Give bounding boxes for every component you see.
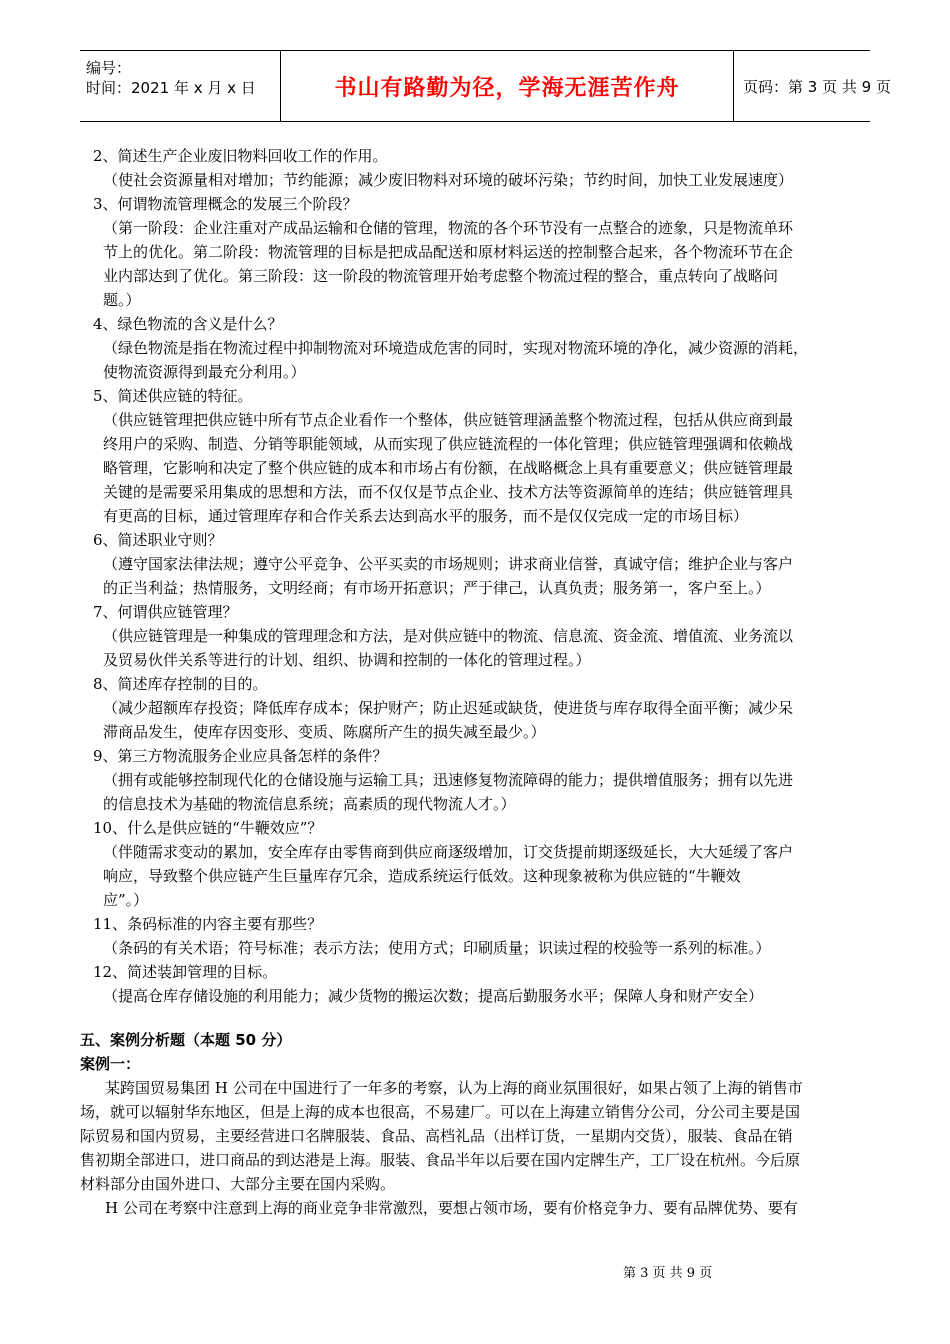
case-paragraph-line-1: 某跨国贸易集团 H 公司在中国进行了一年多的考察，认为上海的商业氛围很好，如果占领了上海的销售市 — [105, 1079, 803, 1097]
question-5: 5、简述供应链的特征。 — [93, 387, 253, 405]
answer-5-line-5: 有更高的目标，通过管理库存和合作关系去达到高水平的服务，而不是仅仅完成一定的市场目标） — [103, 507, 749, 525]
page-footer: 第 3 页 共 9 页 — [623, 1266, 713, 1281]
answer-5-line-2: 终用户的采购、制造、分销等职能领域，从而实现了供应链流程的一体化管理；供应链管理强调和依赖战 — [103, 435, 794, 453]
case-paragraph-line-4: 售初期全部进口，进口商品的到达港是上海。服装、食品半年以后要在国内定牌生产，工厂设在杭州。今后原 — [80, 1151, 801, 1169]
answer-8-line-1: （减少超额库存投资；降低库存成本；保护财产；防止迟延或缺货，使进货与库存取得全面平衡；减少呆 — [103, 699, 794, 717]
answer-3-line-1: （第一阶段：企业注重对产成品运输和仓储的管理，物流的各个环节没有一点整合的迹象，只是物流单环 — [103, 219, 794, 237]
answer-12: （提高仓库存储设施的利用能力；减少货物的搬运次数；提高后勤服务水平；保障人身和财产安全） — [103, 987, 764, 1005]
question-8: 8、简述库存控制的目的。 — [93, 675, 268, 693]
question-4: 4、绿色物流的含义是什么？ — [93, 315, 283, 333]
answer-4-line-1: （绿色物流是指在物流过程中抑制物流对环境造成危害的同时，实现对物流环境的净化，减少资源的消耗， — [103, 339, 809, 357]
question-11: 11、条码标准的内容主要有那些？ — [93, 915, 323, 933]
answer-2: （使社会资源量相对增加；节约能源；减少废旧物料对环境的破坏污染；节约时间，加快工业发展速度） — [103, 171, 794, 189]
question-7: 7、何谓供应链管理？ — [93, 603, 238, 621]
answer-5-line-4: 关键的是需要采用集成的思想和方法，而不仅仅是节点企业、技术方法等资源简单的连结；供应链管理具 — [103, 483, 794, 501]
header-motto-cell — [280, 51, 734, 121]
page-code: 页码：第 3 页 共 9 页 — [743, 77, 891, 96]
code-label: 编号： — [86, 59, 132, 77]
answer-9-line-1: （拥有或能够控制现代化的仓储设施与运输工具；迅速修复物流障碍的能力；提供增值服务；拥有以先进 — [103, 771, 794, 789]
answer-7-line-2: 及贸易伙伴关系等进行的计划、组织、协调和控制的一体化的管理过程。） — [103, 651, 591, 669]
time-label: 时间：2021 年 x 月 x 日 — [86, 79, 256, 97]
case-title: 案例一： — [80, 1055, 141, 1073]
answer-9-line-2: 的信息技术为基础的物流信息系统；高素质的现代物流人才。） — [103, 795, 516, 813]
case-paragraph-line-5: 材料部分由国外进口、大部分主要在国内采购。 — [80, 1175, 396, 1193]
header-motto: 书山有路勤为径，学海无涯苦作舟 — [334, 75, 680, 101]
case-paragraph-line-2: 场，就可以辐射华东地区，但是上海的成本也很高，不易建厂。可以在上海建立销售分公司，分公司主要是国 — [80, 1103, 801, 1121]
question-6: 6、简述职业守则？ — [93, 531, 223, 549]
question-3: 3、何谓物流管理概念的发展三个阶段？ — [93, 195, 358, 213]
case-paragraph-line-6: H 公司在考察中注意到上海的商业竞争非常激烈，要想占领市场，要有价格竞争力、要有品牌优势、要有 — [105, 1199, 798, 1217]
answer-7-line-1: （供应链管理是一种集成的管理理念和方法，是对供应链中的物流、信息流、资金流、增值流、业务流以 — [103, 627, 794, 645]
section-title: 五、案例分析题（本题 50 分） — [80, 1031, 292, 1049]
header-page-cell — [733, 51, 891, 121]
answer-10-line-2: 响应，导致整个供应链产生巨量库存冗余，造成系统运行低效。这种现象被称为供应链的“牛鞭效 — [103, 867, 741, 885]
answer-8-line-2: 滞商品发生，使库存因变形、变质、陈腐所产生的损失减至最少。） — [103, 723, 546, 741]
answer-10-line-1: （伴随需求变动的累加，安全库存由零售商到供应商逐级增加，订交货提前期逐级延长，大大延缓了客户 — [103, 843, 794, 861]
question-2: 2、简述生产企业废旧物料回收工作的作用。 — [93, 147, 388, 165]
answer-10-line-3: 应”。） — [103, 891, 149, 909]
question-12: 12、简述装卸管理的目标。 — [93, 963, 278, 981]
question-9: 9、第三方物流服务企业应具备怎样的条件？ — [93, 747, 388, 765]
answer-5-line-1: （供应链管理把供应链中所有节点企业看作一个整体，供应链管理涵盖整个物流过程，包括从供应商到最 — [103, 411, 794, 429]
answer-3-line-2: 节上的优化。第二阶段：物流管理的目标是把成品配送和原材料运送的控制整合起来，各个物流环节在企 — [103, 243, 794, 261]
answer-11: （条码的有关术语；符号标准；表示方法；使用方式；印刷质量；识读过程的校验等一系列的标准。） — [103, 939, 771, 957]
answer-4-line-2: 使物流资源得到最充分利用。） — [103, 363, 306, 381]
answer-6-line-2: 的正当利益；热情服务，文明经商；有市场开拓意识；严于律己，认真负责；服务第一，客户至上。） — [103, 579, 771, 597]
document-header — [80, 50, 891, 122]
answer-3-line-3: 业内部达到了优化。第三阶段：这一阶段的物流管理开始考虑整个物流过程的整合，重点转向了战略问 — [103, 267, 779, 285]
header-left-cell — [80, 51, 280, 121]
answer-5-line-3: 略管理，它影响和决定了整个供应链的成本和市场占有份额，在战略概念上具有重要意义；供应链管理最 — [103, 459, 794, 477]
answer-3-line-4: 题。） — [103, 291, 141, 309]
question-10: 10、什么是供应链的“牛鞭效应”？ — [93, 819, 323, 837]
answer-6-line-1: （遵守国家法律法规；遵守公平竞争、公平买卖的市场规则；讲求商业信誉，真诚守信；维护企业与客户 — [103, 555, 794, 573]
case-paragraph-line-3: 际贸易和国内贸易，主要经营进口名牌服装、食品、高档礼品（出样订货，一星期内交货），服装、食品在销 — [80, 1127, 793, 1145]
